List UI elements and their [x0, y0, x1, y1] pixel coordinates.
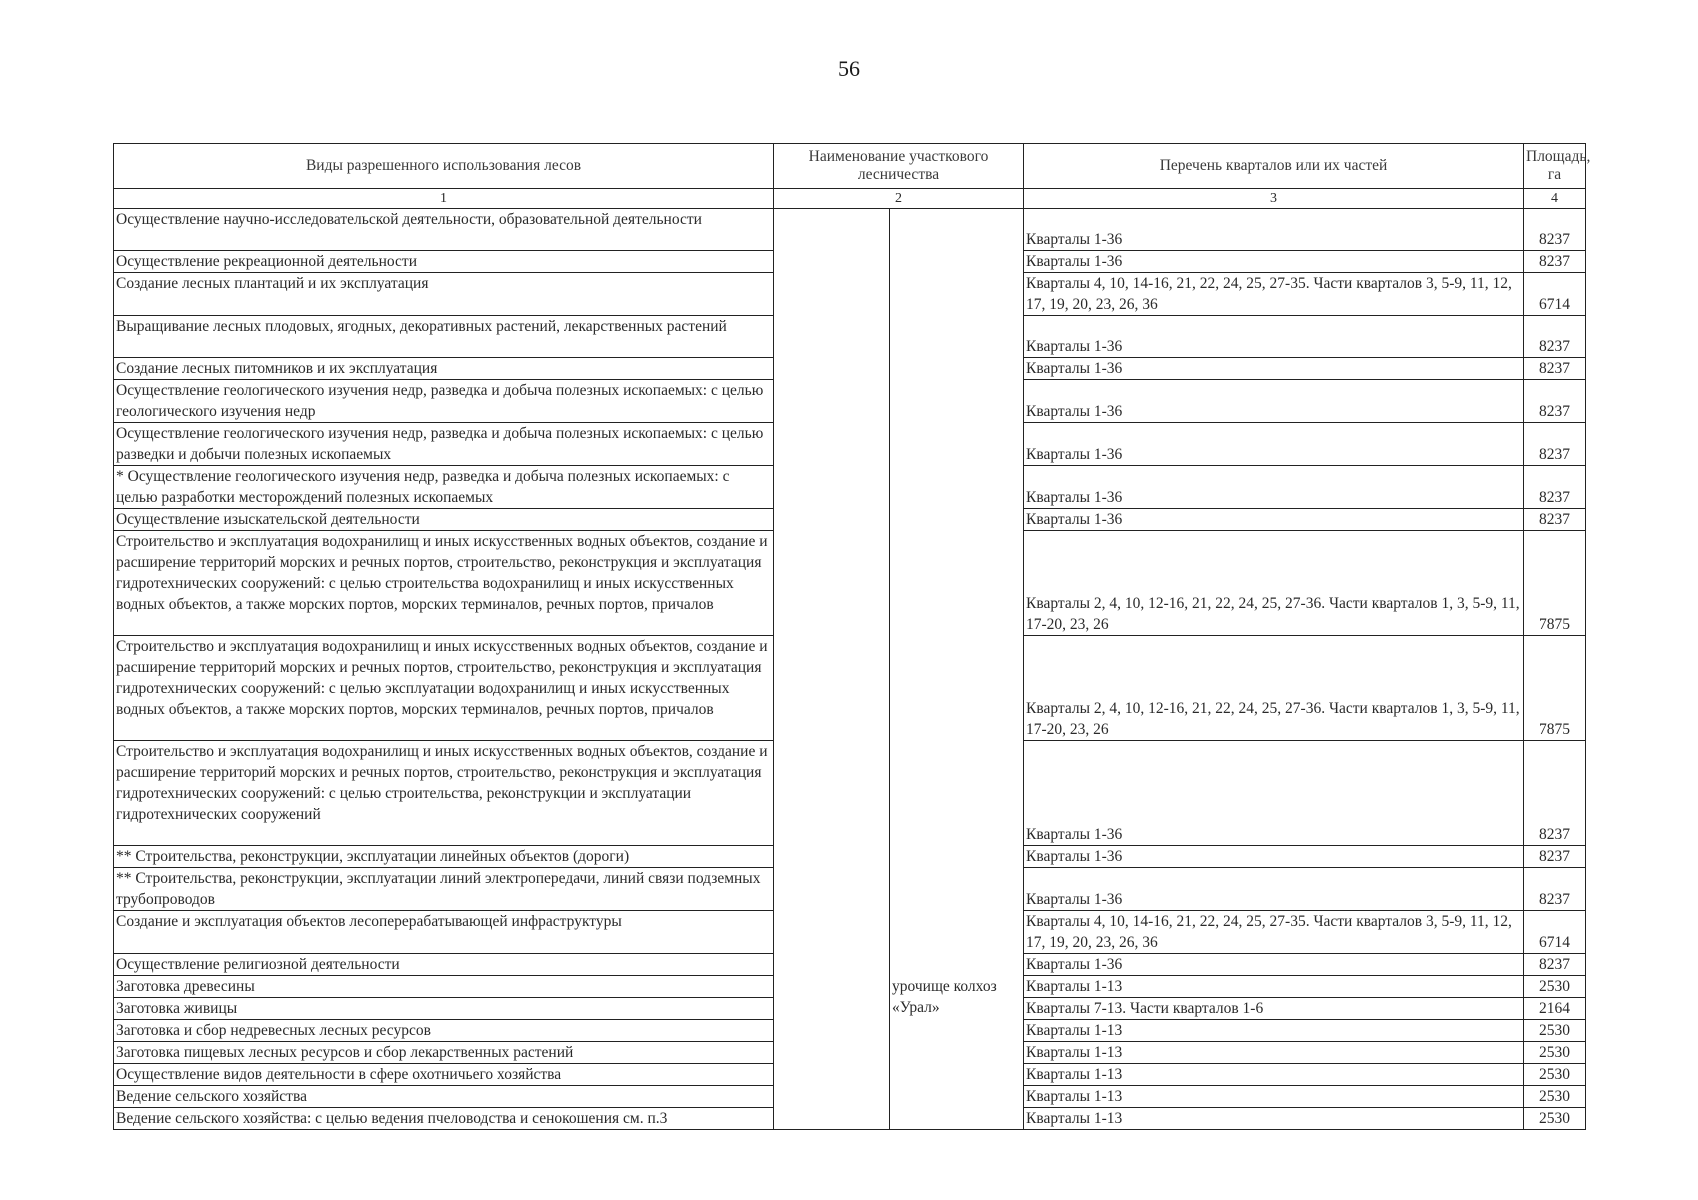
- quarters-cell: Кварталы 2, 4, 10, 12-16, 21, 22, 24, 25, 27-36. Части кварталов 1, 3, 5-9, 11, 17-20, 23, 26: [1024, 531, 1524, 636]
- area-cell: 8237: [1524, 423, 1586, 466]
- quarters-cell: Кварталы 1-36: [1024, 251, 1524, 273]
- quarters-cell: Кварталы 1-36: [1024, 209, 1524, 251]
- page-number: 56: [838, 56, 860, 81]
- use-type-cell: Осуществление геологического изучения недр, разведка и добыча полезных ископаемых: с целью геологического изучения недр: [114, 380, 774, 423]
- quarters-cell: Кварталы 1-36: [1024, 954, 1524, 976]
- use-type-cell: Заготовка и сбор недревесных лесных ресурсов: [114, 1020, 774, 1042]
- use-type-cell: Строительство и эксплуатация водохранилищ и иных искусственных водных объектов, создание и расширение территорий морских и речных портов, строительство, реконструкция и эксплуатация гидротехнических сооружений: с целью строительства водохранилищ и иных искусственных водных объектов, а также морских портов, морских терминалов, речных портов, причалов: [114, 531, 774, 636]
- area-cell: 8237: [1524, 954, 1586, 976]
- table-body: [114, 209, 1586, 1130]
- quarters-cell: Кварталы 1-13: [1024, 1108, 1524, 1130]
- column-number: 3: [1024, 189, 1524, 209]
- area-cell: 8237: [1524, 846, 1586, 868]
- quarters-cell: Кварталы 1-13: [1024, 1064, 1524, 1086]
- header-forestry-name: Наименование участкового лесничества: [774, 144, 1024, 189]
- area-cell: 7875: [1524, 531, 1586, 636]
- area-cell: 8237: [1524, 380, 1586, 423]
- quarters-cell: Кварталы 1-36: [1024, 868, 1524, 911]
- use-type-cell: Создание лесных питомников и их эксплуатация: [114, 358, 774, 380]
- use-type-cell: Создание лесных плантаций и их эксплуатация: [114, 273, 774, 316]
- quarters-cell: Кварталы 1-36: [1024, 316, 1524, 358]
- quarters-cell: Кварталы 1-36: [1024, 509, 1524, 531]
- use-type-cell: * Осуществление геологического изучения недр, разведка и добыча полезных ископаемых: с целью разработки месторождений полезных ископаемых: [114, 466, 774, 509]
- use-type-cell: Осуществление религиозной деятельности: [114, 954, 774, 976]
- use-type-cell: Заготовка древесины: [114, 976, 774, 998]
- quarters-cell: Кварталы 1-13: [1024, 1086, 1524, 1108]
- column-number: 4: [1524, 189, 1586, 209]
- forestry-name-cell: урочище колхоз «Урал»: [890, 976, 1024, 1130]
- forest-use-table: [113, 143, 1591, 1130]
- quarters-cell: Кварталы 1-36: [1024, 741, 1524, 846]
- area-cell: 8237: [1524, 466, 1586, 509]
- quarters-cell: Кварталы 1-36: [1024, 846, 1524, 868]
- area-cell: 2164: [1524, 998, 1586, 1020]
- use-type-cell: Создание и эксплуатация объектов лесоперерабатывающей инфраструктуры: [114, 911, 774, 954]
- use-type-cell: Осуществление научно-исследовательской деятельности, образовательной деятельности: [114, 209, 774, 251]
- area-cell: 6714: [1524, 911, 1586, 954]
- use-type-cell: Заготовка пищевых лесных ресурсов и сбор лекарственных растений: [114, 1042, 774, 1064]
- area-cell: 2530: [1524, 1108, 1586, 1130]
- column-number: 2: [774, 189, 1024, 209]
- use-type-cell: Осуществление рекреационной деятельности: [114, 251, 774, 273]
- column-number-row: [114, 189, 1586, 209]
- use-type-cell: ** Строительства, реконструкции, эксплуатации линий электропередачи, линий связи подземных трубопроводов: [114, 868, 774, 911]
- header-quarters: Перечень кварталов или их частей: [1024, 144, 1524, 189]
- area-cell: 7875: [1524, 636, 1586, 741]
- quarters-cell: Кварталы 4, 10, 14-16, 21, 22, 24, 25, 27-35. Части кварталов 3, 5-9, 11, 12, 17, 19, 20, 23, 26, 36: [1024, 273, 1524, 316]
- use-type-cell: Ведение сельского хозяйства: [114, 1086, 774, 1108]
- use-type-cell: Выращивание лесных плодовых, ягодных, декоративных растений, лекарственных растений: [114, 316, 774, 358]
- header-use-types: Виды разрешенного использования лесов: [114, 144, 774, 189]
- quarters-cell: Кварталы 2, 4, 10, 12-16, 21, 22, 24, 25, 27-36. Части кварталов 1, 3, 5-9, 11, 17-20, 23, 26: [1024, 636, 1524, 741]
- area-cell: 2530: [1524, 976, 1586, 998]
- quarters-cell: Кварталы 1-36: [1024, 380, 1524, 423]
- use-type-cell: Строительство и эксплуатация водохранилищ и иных искусственных водных объектов, создание и расширение территорий морских и речных портов, строительство, реконструкция и эксплуатация гидротехнических сооружений: с целью строительства, реконструкции и эксплуатации гидротехнических сооружений: [114, 741, 774, 846]
- area-cell: 8237: [1524, 316, 1586, 358]
- use-type-cell: Строительство и эксплуатация водохранилищ и иных искусственных водных объектов, создание и расширение территорий морских и речных портов, строительство, реконструкция и эксплуатация гидротехнических сооружений: с целью эксплуатации водохранилищ и иных искусственных водных объектов, а также морских портов, морских терминалов, речных портов, причалов: [114, 636, 774, 741]
- quarters-cell: Кварталы 1-13: [1024, 1020, 1524, 1042]
- quarters-cell: Кварталы 7-13. Части кварталов 1-6: [1024, 998, 1524, 1020]
- quarters-cell: Кварталы 1-13: [1024, 1042, 1524, 1064]
- quarters-cell: Кварталы 1-36: [1024, 358, 1524, 380]
- use-type-cell: Осуществление видов деятельности в сфере охотничьего хозяйства: [114, 1064, 774, 1086]
- area-cell: 8237: [1524, 358, 1586, 380]
- table-row: [114, 209, 1586, 251]
- quarters-cell: Кварталы 4, 10, 14-16, 21, 22, 24, 25, 27-35. Части кварталов 3, 5-9, 11, 12, 17, 19, 20, 23, 26, 36: [1024, 911, 1524, 954]
- table-header-row: [114, 144, 1586, 189]
- use-type-cell: Осуществление изыскательской деятельности: [114, 509, 774, 531]
- quarters-cell: Кварталы 1-36: [1024, 423, 1524, 466]
- area-cell: 8237: [1524, 868, 1586, 911]
- area-cell: 8237: [1524, 509, 1586, 531]
- use-type-cell: Осуществление геологического изучения недр, разведка и добыча полезных ископаемых: с целью разведки и добычи полезных ископаемых: [114, 423, 774, 466]
- area-cell: 2530: [1524, 1042, 1586, 1064]
- area-cell: 8237: [1524, 741, 1586, 846]
- area-cell: 8237: [1524, 251, 1586, 273]
- area-cell: 8237: [1524, 209, 1586, 251]
- area-cell: 6714: [1524, 273, 1586, 316]
- column-number: 1: [114, 189, 774, 209]
- header-area: Площадь, га: [1524, 144, 1586, 189]
- use-type-cell: Ведение сельского хозяйства: с целью ведения пчеловодства и сенокошения см. п.3: [114, 1108, 774, 1130]
- forestry-blank-cell: [774, 209, 890, 1130]
- area-cell: 2530: [1524, 1064, 1586, 1086]
- use-type-cell: ** Строительства, реконструкции, эксплуатации линейных объектов (дороги): [114, 846, 774, 868]
- quarters-cell: Кварталы 1-13: [1024, 976, 1524, 998]
- area-cell: 2530: [1524, 1086, 1586, 1108]
- area-cell: 2530: [1524, 1020, 1586, 1042]
- use-type-cell: Заготовка живицы: [114, 998, 774, 1020]
- quarters-cell: Кварталы 1-36: [1024, 466, 1524, 509]
- forestry-name-cell-empty: [890, 209, 1024, 976]
